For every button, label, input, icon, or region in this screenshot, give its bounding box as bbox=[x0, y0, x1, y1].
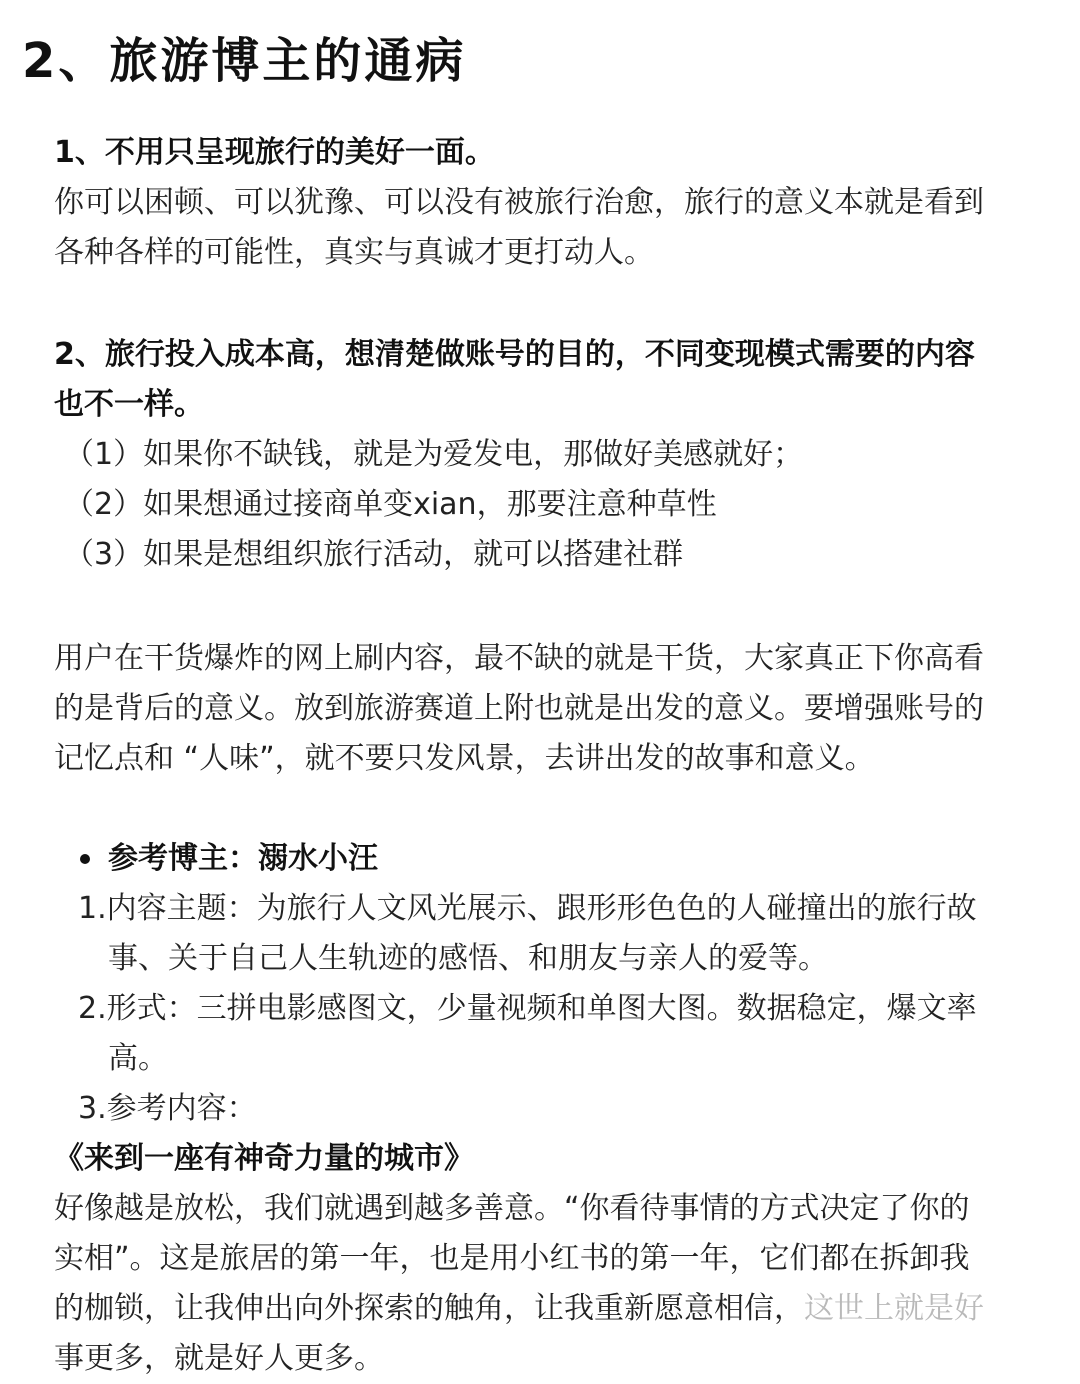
bullet-dot-icon bbox=[80, 854, 90, 864]
point-2-item-1: （1）如果你不缺钱，就是为爱发电，那做好美感就好； bbox=[64, 437, 804, 472]
article-title: 《来到一座有神奇力量的城市》 bbox=[54, 1141, 474, 1176]
reference-item-2-line-1: 2.形式：三拼电影感图文，少量视频和单图大图。数据稳定，爆文率 bbox=[78, 991, 977, 1026]
point-1-line-2: 各种各样的可能性，真实与真诚才更打动人。 bbox=[54, 235, 654, 270]
reference-item-3: 3.参考内容： bbox=[78, 1091, 257, 1126]
point-2-heading-line-1: 2、旅行投入成本高，想清楚做账号的目的，不同变现模式需要的内容 bbox=[54, 337, 975, 372]
point-1-line-1: 你可以困顿、可以犹豫、可以没有被旅行治愈，旅行的意义本就是看到 bbox=[54, 185, 984, 220]
article-line-4: 事更多，就是好人更多。 bbox=[54, 1341, 384, 1376]
summary-paragraph bbox=[54, 634, 1034, 784]
article-line-2: 实相”。这是旅居的第一年，也是用小红书的第一年，它们都在拆卸我 bbox=[54, 1241, 970, 1276]
article-line-3 bbox=[54, 1284, 1034, 1334]
reference-section bbox=[54, 834, 1034, 1384]
summary-line-2: 的是背后的意义。放到旅游赛道上附也就是出发的意义。要增强账号的 bbox=[54, 691, 984, 726]
summary-line-3: 记忆点和 “人味”，就不要只发风景，去讲出发的故事和意义。 bbox=[54, 741, 875, 776]
reference-item-1-line-1: 1.内容主题：为旅行人文风光展示、跟形形色色的人碰撞出的旅行故 bbox=[78, 891, 977, 926]
summary-line-1: 用户在干货爆炸的网上刷内容，最不缺的就是干货，大家真正下你高看 bbox=[54, 641, 984, 676]
page-title: 2、旅游博主的通病 bbox=[22, 33, 467, 89]
reference-item-2-line-2: 高。 bbox=[108, 1041, 168, 1076]
reference-bullet-text: 参考博主：溺水小汪 bbox=[108, 841, 378, 876]
reference-item-1-line-2: 事、关于自己人生轨迹的感悟、和朋友与亲人的爱等。 bbox=[108, 941, 828, 976]
point-2-section bbox=[54, 330, 1034, 580]
point-1-section bbox=[54, 128, 1034, 278]
article-line-1: 好像越是放松，我们就遇到越多善意。“你看待事情的方式决定了你的 bbox=[54, 1191, 970, 1226]
point-2-heading-line-2: 也不一样。 bbox=[54, 387, 204, 422]
point-2-item-2: （2）如果想通过接商单变xian，那要注意种草性 bbox=[64, 487, 717, 522]
article-line-3-main: 的枷锁，让我伸出向外探索的触角，让我重新愿意相信， bbox=[54, 1291, 804, 1326]
point-2-item-3: （3）如果是想组织旅行活动，就可以搭建社群 bbox=[64, 537, 684, 572]
article-line-3-faded: 这世上就是好 bbox=[804, 1291, 984, 1326]
point-1-heading: 1、不用只呈现旅行的美好一面。 bbox=[54, 135, 495, 170]
reference-bullet bbox=[54, 834, 1034, 884]
